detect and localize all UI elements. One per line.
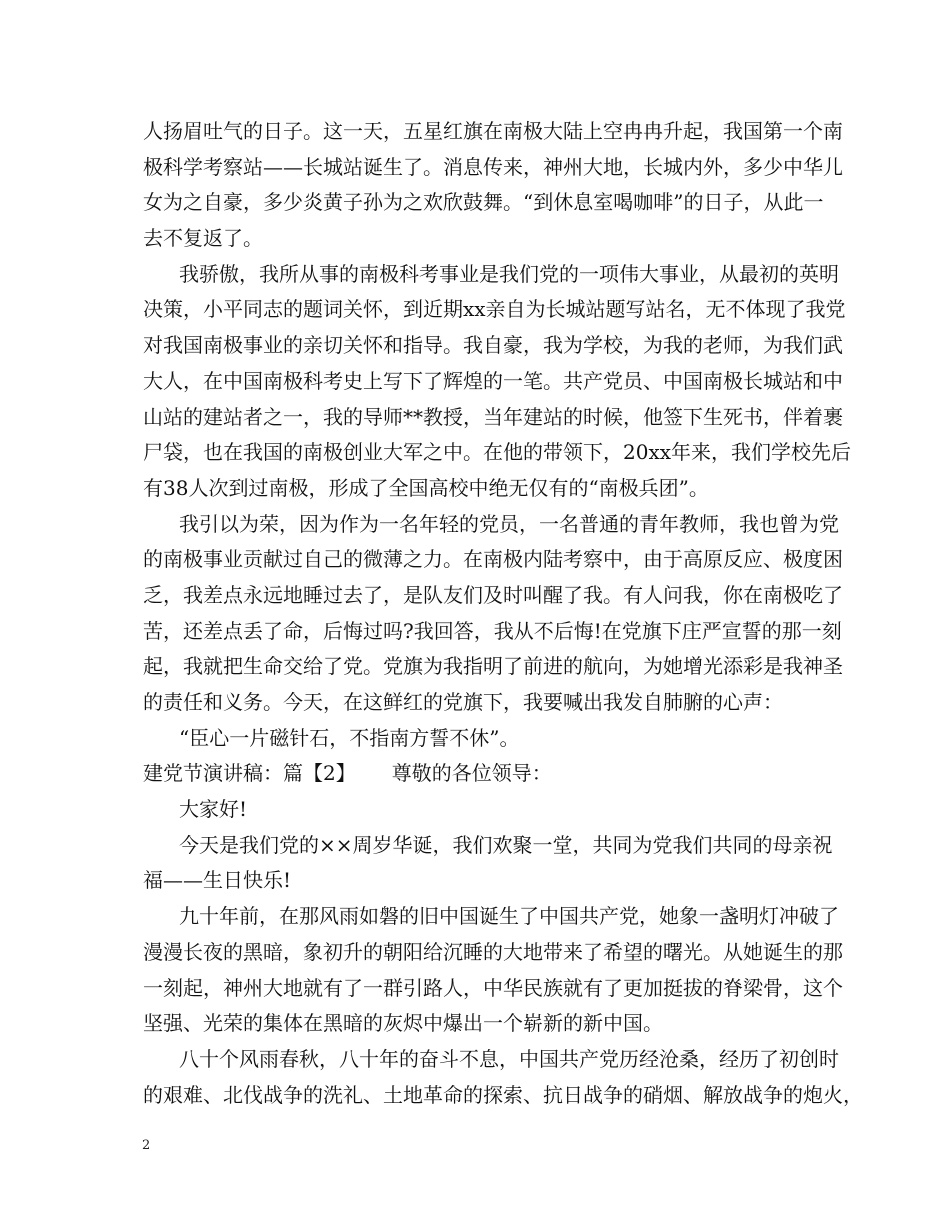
text-line: 去不复返了。 [143,226,263,251]
section-title: 建党节演讲稿：篇【2】 [143,761,356,786]
text-line: 我引以为荣，因为作为一名年轻的党员，一名普通的青年教师，我也曾为党 [179,511,839,536]
text-line: 对我国南极事业的亲切关怀和指导。我自豪，我为学校，为我的老师，为我们武 [143,333,843,358]
text-line: 大人，在中国南极科考史上写下了辉煌的一笔。共产党员、中国南极长城站和中 [143,368,843,393]
text-line: 决策，小平同志的题词关怀，到近期xx亲自为长城站题写站名，无不体现了我党 [143,297,846,322]
text-line: 极科学考察站——长城站诞生了。消息传来，神州大地，长城内外，多少中华儿 [143,154,843,179]
text-line: 大家好! [179,797,248,822]
text-line: 女为之自豪，多少炎黄子孙为之欢欣鼓舞。“到休息室喝咖啡”的日子，从此一 [143,190,824,215]
text-line: 八十个风雨春秋，八十年的奋斗不息，中国共产党历经沧桑，经历了初创时 [179,1046,839,1071]
document-body [143,114,863,1113]
text-line: 尸袋，也在我国的南极创业大军之中。在他的带领下，20xx年来，我们学校先后 [143,440,852,465]
section-heading [143,756,815,792]
text-line: 乏，我差点永远地睡过去了，是队友们及时叫醒了我。有人问我，你在南极吃了 [143,582,843,607]
text-line: 山站的建站者之一，我的导师**教授，当年建站的时候，他签下生死书，伴着裹 [143,404,843,429]
text-line: 坚强、光荣的集体在黑暗的灰烬中爆出一个崭新的新中国。 [143,1011,663,1036]
text-line: 起，我就把生命交给了党。党旗为我指明了前进的航向，为她增光添彩是我神圣 [143,654,843,679]
text-line: 我骄傲，我所从事的南极科考事业是我们党的一项伟大事业，从最初的英明 [179,261,839,286]
text-line: 的责任和义务。今天，在这鲜红的党旗下，我要喊出我发自肺腑的心声： [143,690,783,714]
salutation: 尊敬的各位领导： [391,761,552,786]
text-line: 有38人次到过南极，形成了全国高校中绝无仅有的“南极兵团”。 [143,475,709,500]
text-line: 漫漫长夜的黑暗，象初升的朝阳给沉睡的大地带来了希望的曙光。从她诞生的那 [143,939,843,964]
text-line: 福——生日快乐! [143,868,292,893]
text-line: 一刻起，神州大地就有了一群引路人，中华民族就有了更加挺拔的脊梁骨，这个 [143,975,843,1000]
page-number: 2 [142,1138,151,1153]
text-line: 人扬眉吐气的日子。这一天，五星红旗在南极大陆上空冉冉升起，我国第一个南 [143,119,843,143]
text-line: 的南极事业贡献过自己的微薄之力。在南极内陆考察中，由于高原反应、极度困 [143,547,843,572]
text-line: 九十年前，在那风雨如磐的旧中国诞生了中国共产党，她象一盏明灯冲破了 [179,904,839,929]
text-line: 今天是我们党的××周岁华诞，我们欢聚一堂，共同为党我们共同的母亲祝 [179,832,833,857]
text-line: 的艰难、北伐战争的洗礼、土地革命的探索、抗日战争的硝烟、解放战争的炮火， [143,1082,863,1107]
text-line: 苦，还差点丢了命，后悔过吗?我回答，我从不后悔!在党旗下庄严宣誓的那一刻 [143,618,842,643]
text-line: “臣心一片磁针石，不指南方誓不休”。 [179,725,520,750]
